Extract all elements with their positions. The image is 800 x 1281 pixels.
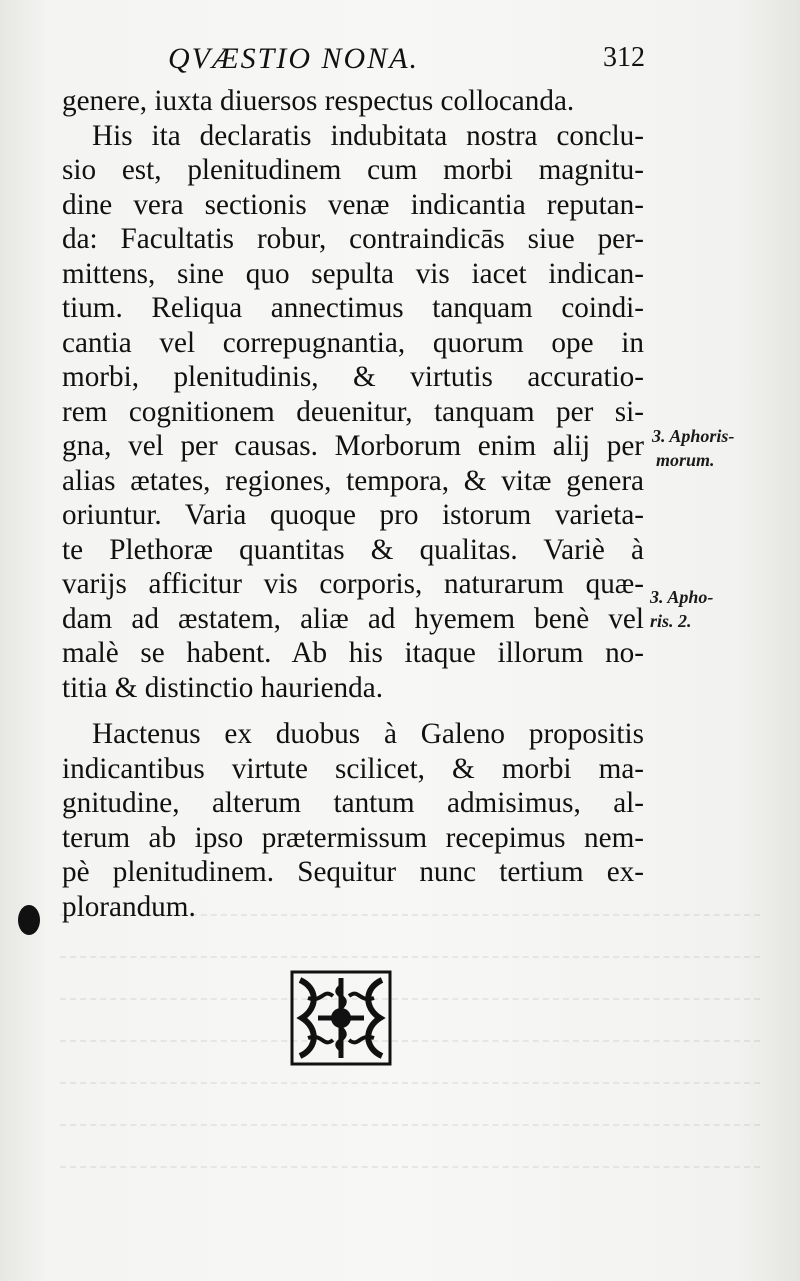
text-line: mittens, sine quo sepulta vis iacet indican-	[62, 257, 644, 290]
text-line: oriuntur. Varia quoque pro istorum varieta-	[62, 499, 644, 531]
running-head: QVÆSTIO NONA.	[168, 42, 420, 75]
marginal-note-line: ris. 2.	[650, 611, 692, 631]
page-number: 312	[603, 42, 645, 73]
paragraph-conclusion	[62, 119, 644, 706]
text-line: malè se habent. Ab his itaque illorum no-	[62, 637, 644, 669]
paragraph-gap	[62, 705, 644, 717]
text-line: cantia vel correpugnantia, quorum ope in	[62, 326, 644, 359]
text-line: terum ab ipso prætermissum recepimus nem-	[62, 821, 644, 854]
text-line: morbi, plenitudinis, & virtutis accuratio-	[62, 361, 644, 393]
paragraph-continuation	[62, 84, 644, 119]
text-line: plorandum.	[62, 890, 196, 923]
text-line: rem cognitionem deuenitur, tanquam per si-	[62, 395, 644, 428]
text-line: te Plethoræ quantitas & qualitas. Variè à	[62, 533, 644, 566]
text-line: gna, vel per causas. Morborum enim alij per	[62, 430, 644, 462]
text-line: His ita declaratis indubitata nostra conclu-	[92, 119, 644, 152]
text-line: alias ætates, regiones, tempora, & vitæ genera	[62, 464, 644, 497]
marginal-note-line: 3. Apho-	[650, 587, 714, 607]
text-line: indicantibus virtute scilicet, & morbi ma-	[62, 752, 644, 785]
fleuron-ornament-icon	[288, 968, 394, 1068]
text-line: dam ad æstatem, aliæ ad hyemem benè vel	[62, 602, 644, 635]
bleed-through-text	[60, 880, 760, 1200]
text-line: Hactenus ex duobus à Galeno propositis	[92, 718, 644, 750]
marginal-note-line: 3. Aphoris-	[652, 426, 735, 446]
text-line: genere, iuxta diuersos respectus collocanda.	[62, 85, 575, 117]
page-header	[160, 40, 645, 80]
marginal-note-line: morum.	[656, 450, 715, 470]
text-line: da: Facultatis robur, contraindicās siue per-	[62, 223, 644, 255]
paragraph-hactenus	[62, 717, 644, 924]
text-line: sio est, plenitudinem cum morbi magnitu-	[62, 154, 644, 186]
marginal-note	[652, 424, 734, 472]
ink-blot	[18, 905, 40, 935]
text-line: dine vera sectionis venæ indicantia reputan-	[62, 188, 644, 221]
text-line: varijs afficitur vis corporis, naturarum quæ-	[62, 568, 644, 600]
text-line: titia & distinctio haurienda.	[62, 671, 383, 704]
text-line: pè plenitudinem. Sequitur nunc tertium ex-	[62, 856, 644, 888]
text-line: gnitudine, alterum tantum admisimus, al-	[62, 787, 644, 819]
body-text	[62, 84, 644, 924]
marginal-note	[650, 585, 713, 633]
text-line: tium. Reliqua annectimus tanquam coindi-	[62, 292, 644, 324]
